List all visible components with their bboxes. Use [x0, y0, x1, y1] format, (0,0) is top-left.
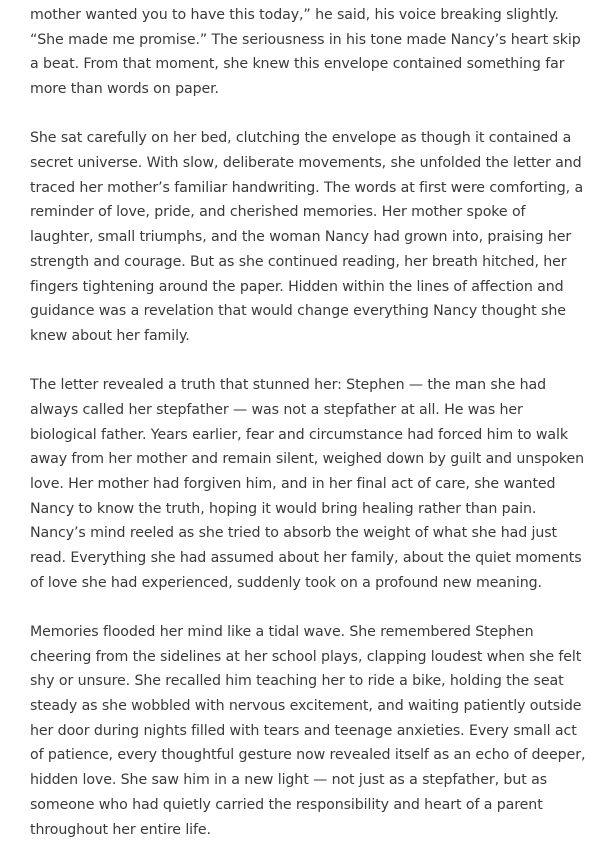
article-paragraph-4: Memories flooded her mind like a tidal wave. She remembered Stephen cheering from the sidelines at her school plays, clapping loudest when she felt shy or unsure. She recalled him teaching her to ride a bike, holding the seat steady as she wobbled with nervous excitement, and waiting patiently outside her door during nights filled with tears and teenage anxieties. Every small act of patience, every thoughtful gesture now revealed itself as an echo of deeper, hidden love. She saw him in a new light — not just as a stepfather, but as someone who had quietly carried the responsibility and heart of a parent throughout her entire life.: [30, 623, 586, 838]
article-paragraph-1: mother wanted you to have this today,” he said, his voice breaking slightly. “She made me promise.” The seriousness in his tone made Nancy’s heart skip a beat. From that moment, she knew this envelope contained something far more than words on paper.: [30, 7, 581, 98]
article-paragraph-2: She sat carefully on her bed, clutching the envelope as though it contained a secret universe. With slow, deliberate movements, she unfolded the letter and traced her mother’s familiar handwriting. The words at first were comforting, a reminder of love, pride, and cherished memories. Her mother spoke of laughter, small triumphs, and the woman Nancy had grown into, praising her strength and courage. But as she continued reading, her breath hitched, her fingers tightening around the paper. Hidden within the lines of affection and guidance was a revelation that would change everything Nancy thought she knew about her family.: [30, 130, 584, 344]
article-paragraph-3: The letter revealed a truth that stunned her: Stephen — the man she had always called her stepfather — was not a stepfather at all. He was her biological father. Years earlier, fear and circumstance had forced him to walk away from her mother and remain silent, weighed down by guilt and unspoken love. Her mother had forgiven him, and in her final act of care, she wanted Nancy to know the truth, hoping it would bring healing rather than pain. Nancy’s mind reeled as she tried to absorb the weight of what she had just read. Everything she had assumed about her family, about the quiet moments of love she had experienced, suddenly took on a profound new meaning.: [30, 377, 585, 591]
article-body: [30, 3, 590, 842]
